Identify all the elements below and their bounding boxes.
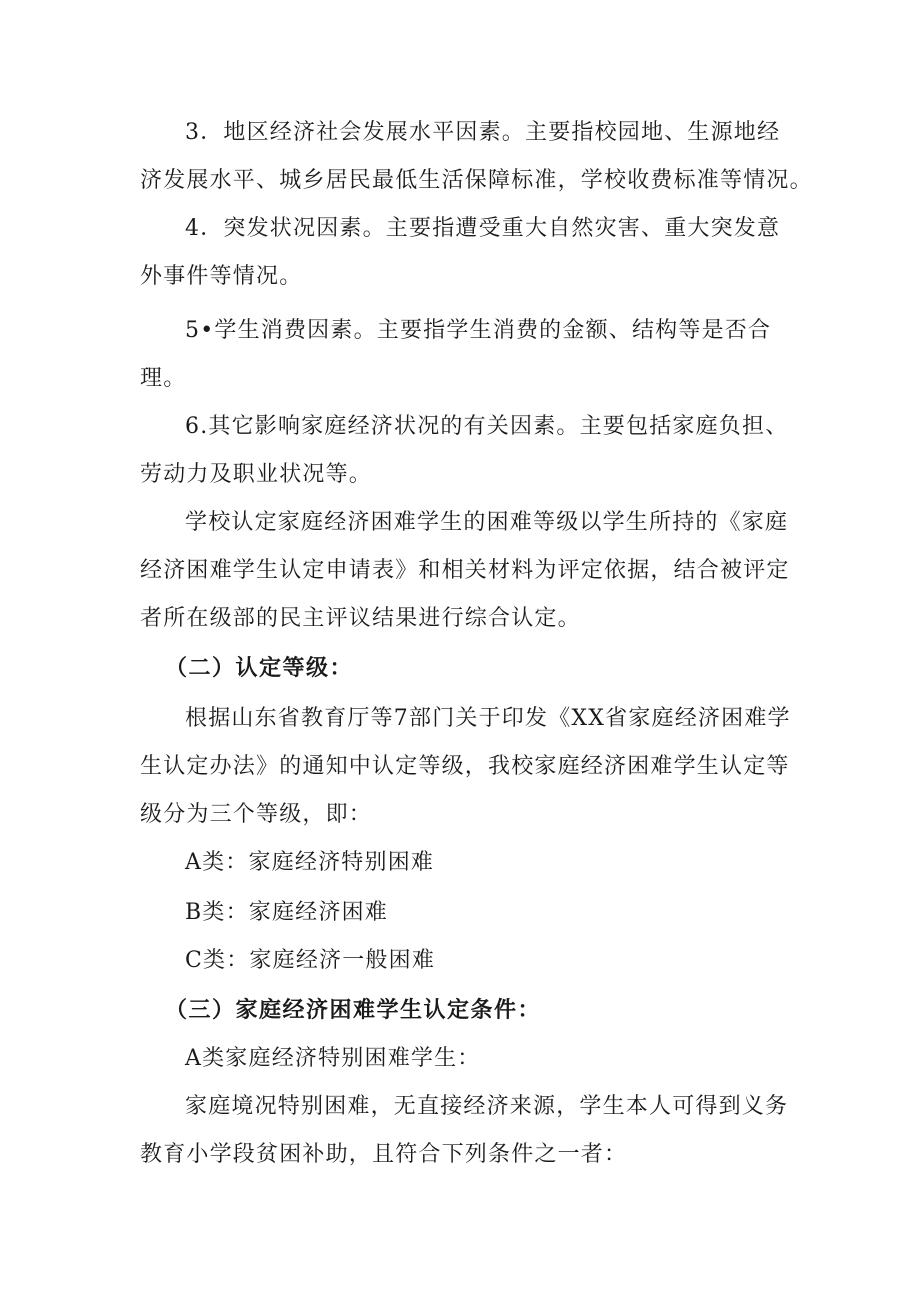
section-2-line-3: 级分为三个等级，即： bbox=[140, 802, 373, 827]
level-c: C类：家庭经济一般困难 bbox=[185, 948, 436, 973]
level-a: A类：家庭经济特别困难 bbox=[185, 850, 435, 875]
section-3-line-2: 教育小学段贫困补助，且符合下列条件之一者： bbox=[140, 1142, 628, 1167]
section-2-line-2: 生认定办法》的通知中认定等级，我校家庭经济困难学生认定等 bbox=[140, 754, 790, 779]
level-b: B类：家庭经济困难 bbox=[185, 900, 388, 925]
section-3-line-1: 家庭境况特别困难，无直接经济来源，学生本人可得到义务 bbox=[185, 1094, 789, 1119]
item-3-line-1: 3．地区经济社会发展水平因素。主要指校园地、生源地经 bbox=[185, 120, 781, 145]
item-4-line-1: 4．突发状况因素。主要指遭受重大自然灾害、重大突发意 bbox=[185, 216, 781, 241]
section-2-heading: （二）认定等级： bbox=[165, 656, 354, 681]
item-5-line-2: 理。 bbox=[140, 366, 187, 391]
section-2-line-1: 根据山东省教育厅等7部门关于印发《XX省家庭经济困难学 bbox=[185, 706, 791, 731]
item-5-line-1: 5•学生消费因素。主要指学生消费的金额、结构等是否合 bbox=[185, 318, 772, 343]
item-6-line-2: 劳动力及职业状况等。 bbox=[140, 462, 373, 487]
item-4-line-2: 外事件等情况。 bbox=[140, 264, 303, 289]
section-3-heading: （三）家庭经济困难学生认定条件： bbox=[165, 998, 542, 1023]
basis-line-3: 者所在级部的民主评议结果进行综合认定。 bbox=[140, 606, 581, 631]
section-3-subheading: A类家庭经济特别困难学生： bbox=[185, 1046, 481, 1071]
item-6-line-1: 6.其它影响家庭经济状况的有关因素。主要包括家庭负担、 bbox=[185, 414, 789, 439]
basis-line-1: 学校认定家庭经济困难学生的困难等级以学生所持的《家庭 bbox=[185, 510, 789, 535]
basis-line-2: 经济困难学生认定申请表》和相关材料为评定依据，结合被评定 bbox=[140, 558, 790, 583]
item-3-line-2: 济发展水平、城乡居民最低生活保障标准，学校收费标准等情况。 bbox=[140, 168, 813, 193]
